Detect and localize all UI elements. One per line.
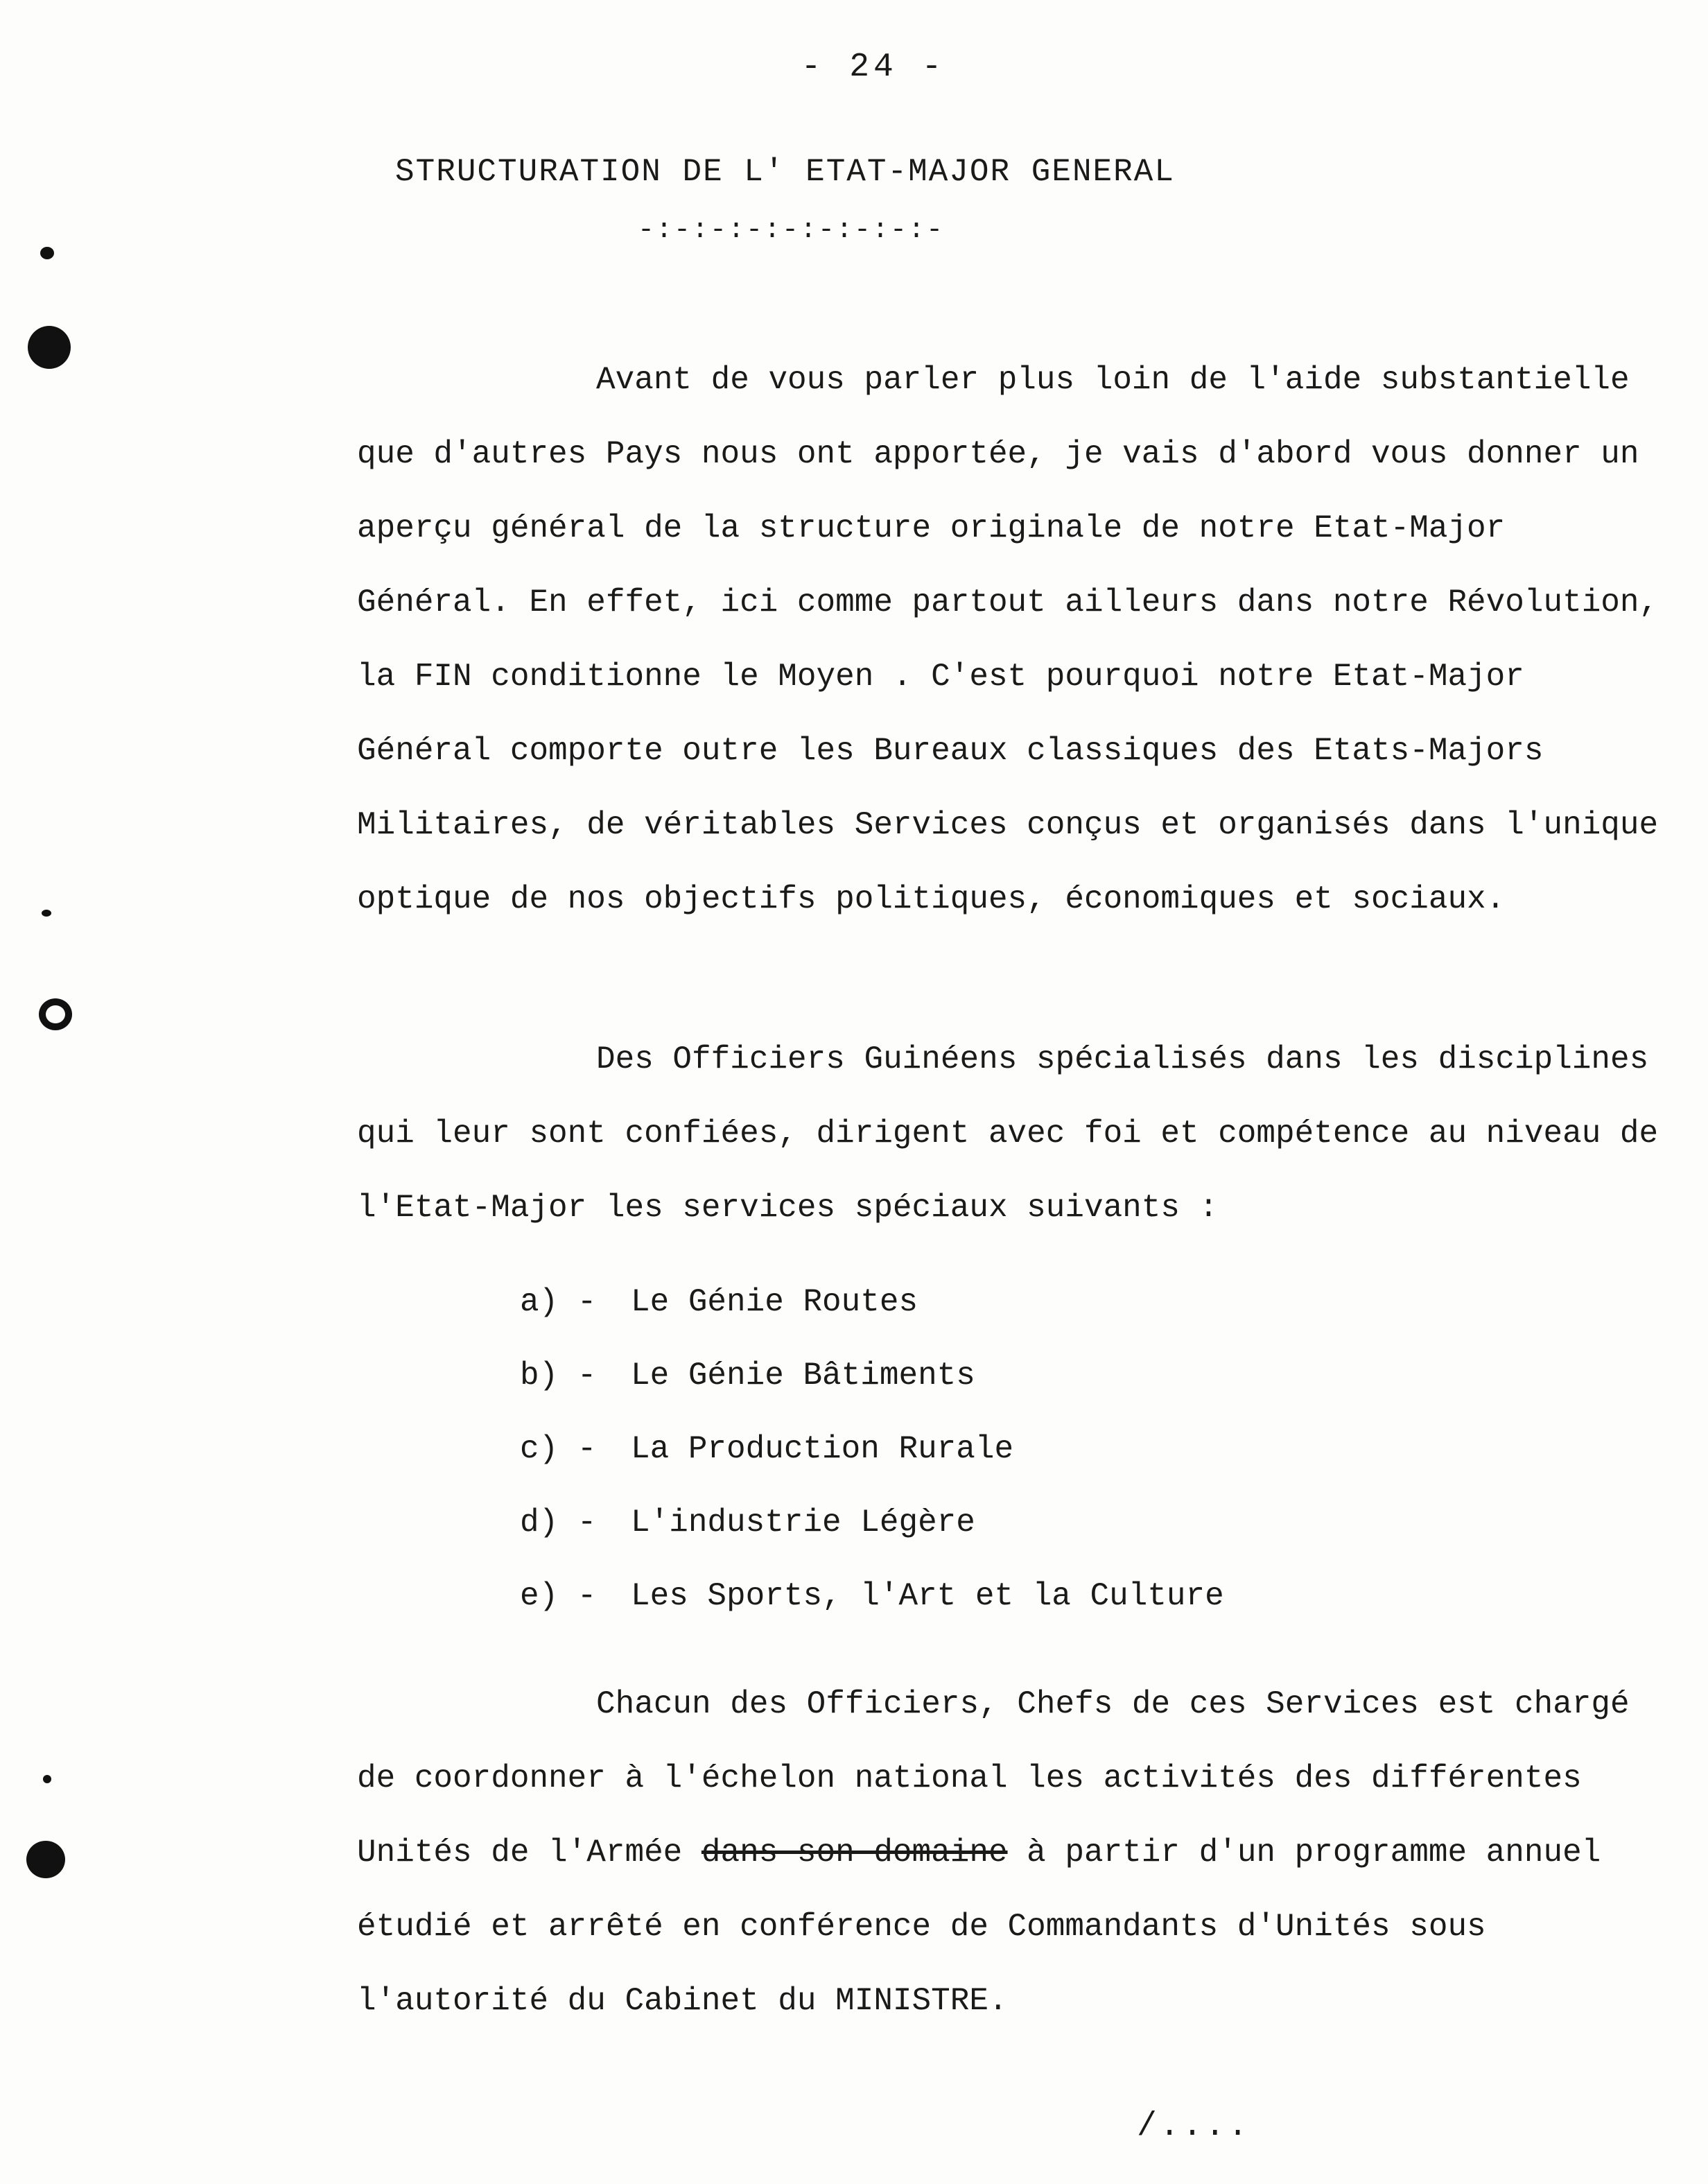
- list-marker: b) -: [520, 1358, 597, 1394]
- page-number: - 24 -: [801, 49, 946, 86]
- services-list: [520, 1265, 1224, 1633]
- list-item-label: Le Génie Routes: [631, 1284, 918, 1320]
- punch-hole-mark: [43, 1775, 51, 1783]
- closing-text-end: à partir d'un programme annuel étudié et arrêté en conférence de Commandants d'Unités sous l'autorité du Cabinet du MINISTRE.: [357, 1835, 1620, 2019]
- list-item: [520, 1339, 1224, 1412]
- list-item: [520, 1559, 1224, 1633]
- continuation-mark: /....: [1137, 2108, 1251, 2145]
- punch-hole-mark: [42, 910, 51, 917]
- title-underline: -:-:-:-:-:-:-:-:-: [638, 215, 945, 246]
- punch-hole-mark: [28, 326, 71, 369]
- punch-hole-mark: [40, 247, 54, 259]
- document-title: STRUCTURATION DE L' ETAT-MAJOR GENERAL: [395, 154, 1175, 190]
- list-item-label: La Production Rurale: [631, 1431, 1014, 1467]
- list-marker: e) -: [520, 1578, 597, 1614]
- closing-text-start: Chacun des Officiers, Chefs de ces Services est chargé de coordonner à l'échelon national les activités des différentes Unités de l'Armée: [357, 1686, 1649, 1871]
- list-item-label: L'industrie Légère: [631, 1505, 975, 1541]
- list-item: [520, 1412, 1224, 1486]
- list-item-label: Les Sports, l'Art et la Culture: [631, 1578, 1224, 1614]
- punch-hole-mark: [26, 1841, 65, 1878]
- paragraph-officers: Des Officiers Guinéens spécialisés dans les disciplines qui leur sont confiées, dirigent avec foi et compétence au niveau de l'Etat-Major les services spéciaux suivants :: [357, 1041, 1678, 1226]
- list-item-label: Le Génie Bâtiments: [631, 1358, 975, 1394]
- paragraph-intro: Avant de vous parler plus loin de l'aide substantielle que d'autres Pays nous ont apportée, je vais d'abord vous donner un aperçu général de la structure originale de notre Etat-Major Général. En effet, ici comme partout ailleurs dans notre Révolution, la FIN conditionne le Moyen . C'est pourquoi notre Etat-Major Général comporte outre les Bureaux classiques des Etats-Majors Militaires, de véritables Services conçus et organisés dans l'unique optique de nos objectifs politiques, économiques et sociaux.: [357, 362, 1678, 917]
- list-item: [520, 1265, 1224, 1339]
- list-marker: d) -: [520, 1505, 597, 1541]
- list-item: [520, 1486, 1224, 1559]
- list-marker: a) -: [520, 1284, 597, 1320]
- paragraph-closing: [357, 1667, 1660, 2038]
- list-marker: c) -: [520, 1431, 597, 1467]
- struck-text: dans son domaine: [701, 1835, 1008, 1871]
- punch-hole-mark: [39, 998, 72, 1030]
